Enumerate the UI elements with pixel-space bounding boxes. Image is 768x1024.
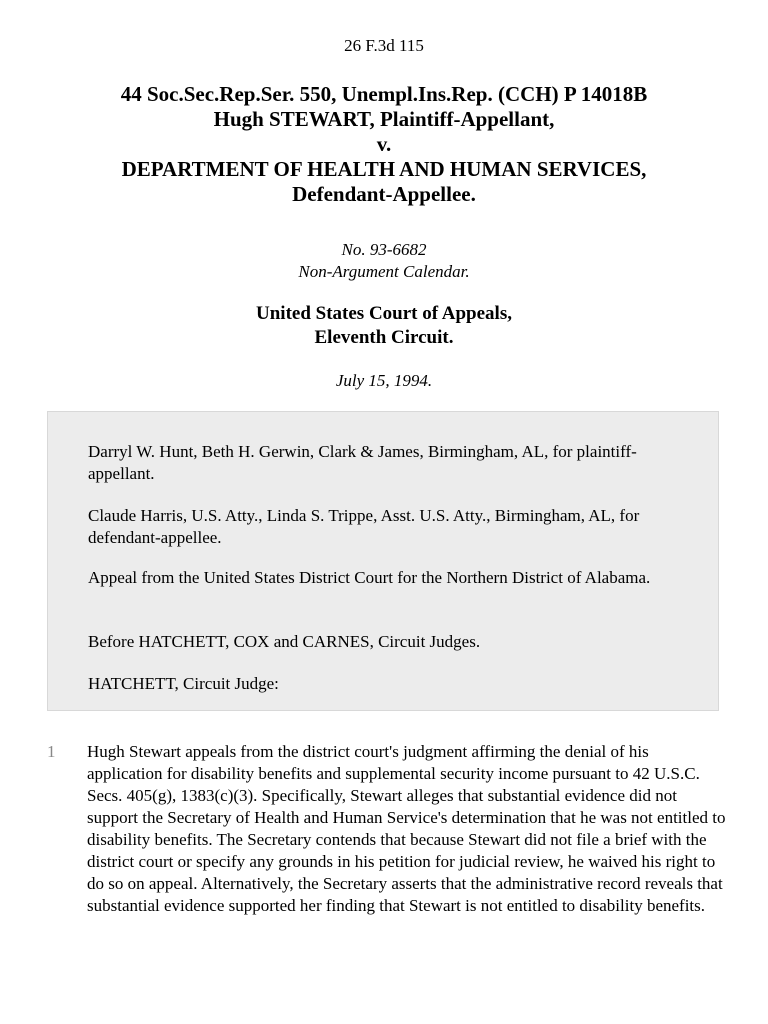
case-caption xyxy=(20,82,748,207)
opinion-paragraph: Hugh Stewart appeals from the district court's judgment affirming the denial of his application for disability benefits and supplemental security income pursuant to 42 U.S.C. Secs. 405(g), 1383(c)(3). Specifically, Stewart alleges that substantial evidence did not support the Secretary of Health and Human Service's determination that he was not entitled to disability benefits. The Secretary contends that because Stewart did not file a brief with the district court or specify any grounds in his petition for judicial review, he waived his right to do so on appeal. Alternatively, the Secretary asserts that the administrative record reveals that substantial evidence supported her finding that Stewart is not entitled to disability benefits. xyxy=(87,742,726,915)
paragraph-number: 1 xyxy=(47,742,56,761)
court-line-2: Eleventh Circuit. xyxy=(314,327,454,348)
court-line-1: United States Court of Appeals, xyxy=(256,303,512,324)
appeal-origin: Appeal from the United States District Court for the Northern District of Alabama. xyxy=(88,568,651,587)
docket-number: No. 93-6682 xyxy=(341,240,427,259)
defendant-role: Defendant-Appellee. xyxy=(292,182,476,206)
decision-date: July 15, 1994. xyxy=(335,371,433,390)
opinion-author: HATCHETT, Circuit Judge: xyxy=(88,674,279,693)
calendar-type: Non-Argument Calendar. xyxy=(298,262,470,281)
counsel-panel xyxy=(47,411,719,711)
court-name xyxy=(0,302,768,350)
defendant-party: DEPARTMENT OF HEALTH AND HUMAN SERVICES, xyxy=(121,157,647,181)
plaintiff-party: Hugh STEWART, Plaintiff-Appellant, xyxy=(213,107,555,131)
reporter-citations: 44 Soc.Sec.Rep.Ser. 550, Unempl.Ins.Rep. (CCH) P 14018B xyxy=(120,82,648,106)
judges-panel: Before HATCHETT, COX and CARNES, Circuit Judges. xyxy=(88,632,481,651)
docket-info xyxy=(0,239,768,283)
versus: v. xyxy=(376,132,392,156)
case-citation: 26 F.3d 115 xyxy=(344,36,424,55)
plaintiff-counsel: Darryl W. Hunt, Beth H. Gerwin, Clark & James, Birmingham, AL, for plaintiff-appellant. xyxy=(88,442,637,483)
defendant-counsel: Claude Harris, U.S. Atty., Linda S. Trippe, Asst. U.S. Atty., Birmingham, AL, for defendant-appellee. xyxy=(88,506,640,547)
